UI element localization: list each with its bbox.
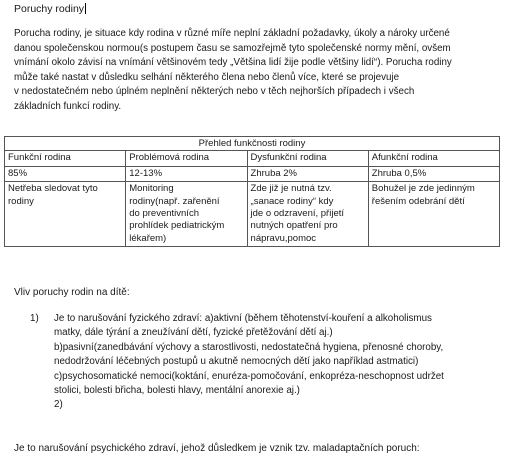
cell-line: rodiny: [8, 195, 34, 207]
cell-line: Netřeba sledovat tyto: [8, 183, 98, 195]
paragraph-line: základních funkcí rodiny.: [14, 100, 122, 112]
text-cursor: [85, 3, 86, 14]
section-heading: Vliv poruchy rodin na dítě:: [14, 287, 130, 298]
list-line: b)pasivní(zanedbávání výchovy a starostlivosti, nedostatečná hygiena, přenosné choroby,: [54, 341, 444, 353]
cell-line: nutných opatření pro: [250, 220, 338, 232]
table-cell: [126, 182, 247, 247]
cell-line: jde o odzravení, přijetí: [250, 208, 345, 220]
table-row: [5, 182, 500, 247]
document-heading: [14, 3, 86, 15]
bottom-paragraph: Je to narušování psychického zdraví, jehož důsledkem je vznik tzv. maladaptačních poruch:: [14, 443, 420, 454]
paragraph-line: vnímání okolo závisí na vnímání většinovém tedy „Většina lidí žije podle většiny lidí“). Porucha rodiny: [14, 57, 452, 69]
cell-line: nápravu,pomoc: [250, 232, 317, 244]
table-header-cell: Funkční rodina: [5, 151, 126, 166]
paragraph-line: může také nastat v důsledku selhání některého člena nebo členů více, které se projevuje: [14, 71, 400, 83]
paragraph-line: Porucha rodiny, je situace kdy rodina v různé míře neplní základní požadavky, úkoly a nároky určené: [14, 28, 450, 39]
table-header-cell: Dysfunkční rodina: [247, 151, 368, 166]
list-number: 1): [30, 313, 39, 324]
cell-line: Zde již je nutná tzv.: [250, 183, 332, 195]
cell-line: prohlídek pediatrickým: [129, 220, 225, 232]
cell-line: Bohužel je zde jedinným: [371, 183, 475, 195]
table-header-row: [5, 151, 500, 166]
table-header-cell: Afunkční rodina: [368, 151, 499, 166]
table-cell: 12-13%: [126, 166, 247, 181]
cell-line: Monitoring: [129, 183, 174, 195]
table-cell: Zhruba 2%: [247, 166, 368, 181]
heading-text: Poruchy rodiny: [14, 3, 85, 15]
paragraph-line: v nedostatečném nebo úplném neplnění některých nebo v těch nejhorších případech i všech: [14, 86, 415, 98]
list-line: matky, dále týrání a zneužívání dětí, fyzické přetěžování dětí aj.): [54, 327, 333, 339]
list-line: 2): [54, 399, 63, 411]
paragraph-line: danou společenskou normou(s postupem času se samozřejmě tyto společenské normy mění, ovšem: [14, 42, 451, 54]
cell-line: rodiny(např. zařenění: [129, 195, 220, 207]
cell-line: „sanace rodiny“ kdy: [250, 195, 334, 207]
table-cell: [247, 182, 368, 247]
list-line: c)psychosomatické nemoci(koktání, enuréza-pomočování, enkopréza-neschopnost udržet: [54, 370, 444, 382]
cell-line: lékařem): [129, 232, 167, 244]
table-cell: 85%: [5, 166, 126, 181]
table-title: Přehled funkčnosti rodiny: [5, 137, 500, 151]
table-title-row: [5, 137, 500, 151]
cell-line: do preventivních: [129, 208, 199, 220]
list-item: [54, 312, 504, 413]
table-cell: [368, 182, 499, 247]
list-line: nedodržování léčebných postupů u akutně nemocných dětí jako například astmatici): [54, 356, 419, 368]
table-cell: Zhruba 0,5%: [368, 166, 499, 181]
list-line: Je to narušování fyzického zdraví: a)aktivní (během těhotenství-kouření a alkoholismus: [54, 313, 432, 324]
table-header-cell: Problémová rodina: [126, 151, 247, 166]
table-row: [5, 166, 500, 181]
cell-line: řešením odebrání dětí: [371, 195, 465, 207]
list-line: stolici, bolesti břicha, bolesti hlavy, mentální anorexie aj.): [54, 385, 300, 397]
family-function-table: [4, 136, 500, 247]
table-cell: [5, 182, 126, 247]
intro-paragraph: [14, 27, 498, 115]
